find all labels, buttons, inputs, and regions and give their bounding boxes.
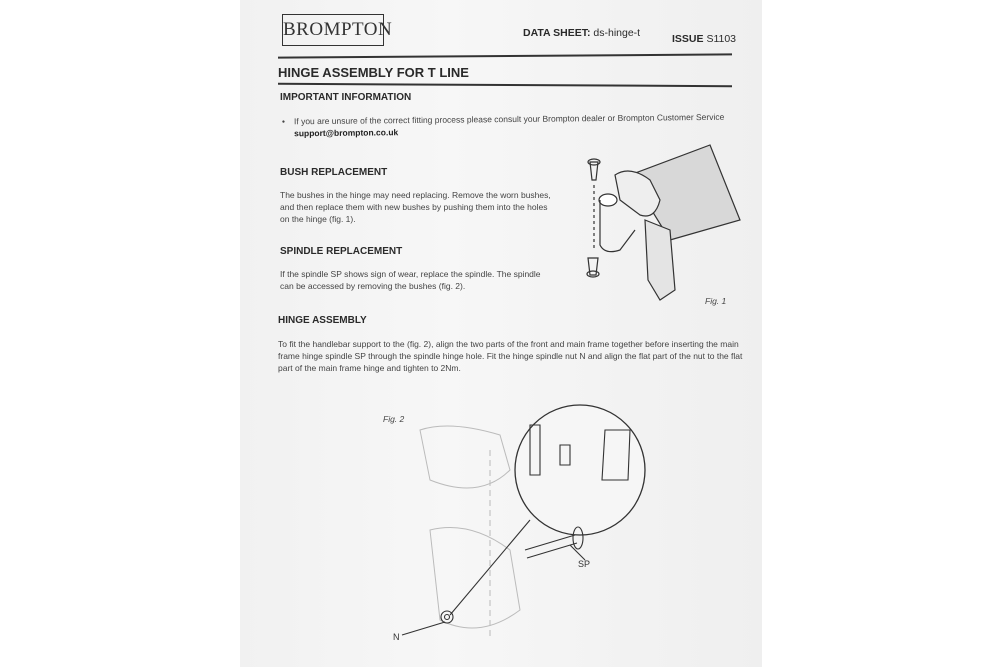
data-sheet-value: ds-hinge-t <box>593 27 641 39</box>
hinge-text: To fit the handlebar support to the (fig. 2), align the two parts of the front and main frame together before inserting the main frame hinge spindle SP through the spindle hinge hole. Fit the hinge spindle nut N and align the flat part of the nut to the flat part of the main frame hinge and tighten to 2Nm. <box>278 339 743 373</box>
important-bullet: • If you are unsure of the correct fitting process please consult your Brompton dealer or Brompton Customer Service support@brompton.co.uk <box>281 111 725 139</box>
label-n: N <box>393 632 400 642</box>
fig1-caption: Fig. 1 <box>705 296 727 306</box>
bullet-text: If you are unsure of the correct fitting process please consult your Brompton dealer or Brompton Customer Service <box>293 111 725 127</box>
data-sheet-label: DATA SHEET: <box>523 27 591 39</box>
data-sheet-id <box>523 27 640 39</box>
support-email: support@brompton.co.uk <box>294 127 399 139</box>
issue-value: S1103 <box>706 33 737 45</box>
issue-number <box>672 33 736 45</box>
fig2-assembly-drawing <box>370 390 670 650</box>
fig2-caption: Fig. 2 <box>383 414 405 424</box>
page-title: HINGE ASSEMBLY FOR T LINE <box>278 65 469 80</box>
bush-text: The bushes in the hinge may need replacing. Remove the worn bushes, and then replace them with new bushes by pushing them into the holes on the hinge (fig. 1). <box>280 190 551 224</box>
label-sp: SP <box>578 559 591 569</box>
fig1-hinge-drawing <box>560 140 750 310</box>
brompton-logo: BROMPTON <box>282 14 384 46</box>
spindle-heading: SPINDLE REPLACEMENT <box>280 246 403 257</box>
issue-label: ISSUE <box>672 33 704 45</box>
important-heading: IMPORTANT INFORMATION <box>280 92 412 103</box>
hinge-heading: HINGE ASSEMBLY <box>278 315 367 326</box>
bush-heading: BUSH REPLACEMENT <box>280 167 388 178</box>
spindle-text: If the spindle SP shows sign of wear, replace the spindle. The spindle can be accessed by removing the bushes (fig. 2). <box>280 269 541 291</box>
